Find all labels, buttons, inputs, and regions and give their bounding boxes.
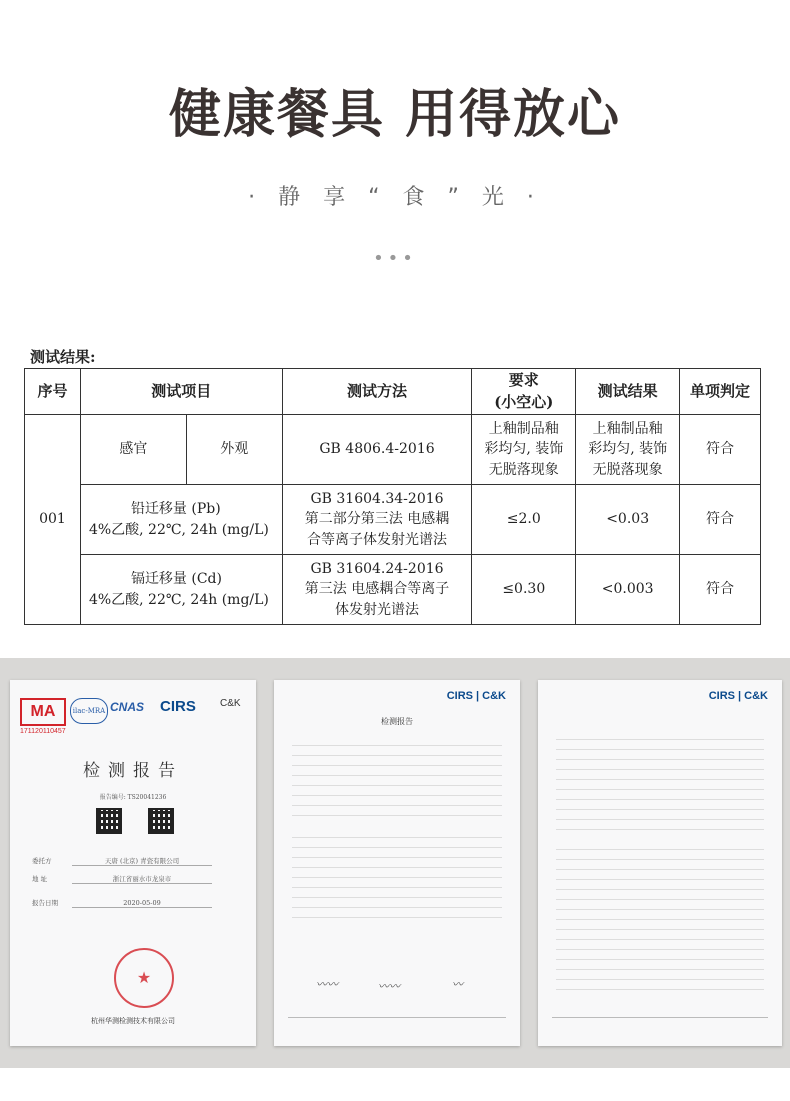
- ma-logo: MA: [20, 698, 66, 726]
- divider-dots: •••: [373, 248, 417, 269]
- cnas-logo: CNAS: [110, 700, 145, 714]
- report-detail-table: [292, 828, 502, 918]
- red-seal-icon: ★: [114, 948, 174, 1008]
- verdict-cell: 符合: [680, 555, 761, 625]
- client-value: 天唐 (北京) 青瓷有限公司: [72, 856, 212, 866]
- result-cell: <0.003: [576, 555, 680, 625]
- address-label: 地 址: [32, 875, 48, 883]
- method-line: GB 31604.34-2016: [310, 491, 444, 508]
- report-info-table: [292, 736, 502, 816]
- method-cell: [282, 485, 472, 555]
- method-line: 合等离子体发射光谱法: [307, 531, 447, 548]
- req-cell: ≤2.0: [472, 485, 576, 555]
- cover-logo-row: [20, 698, 246, 735]
- header-req-line2: (小空心): [494, 392, 554, 411]
- cirs-logo: CIRS: [160, 698, 196, 715]
- results-label: 测试结果:: [30, 348, 96, 366]
- item-line2: 4%乙酸, 22℃, 24h (mg/L): [88, 591, 269, 608]
- header-item: 测试项目: [80, 369, 282, 415]
- verdict-cell: 符合: [680, 485, 761, 555]
- result-line: 彩均匀, 装饰: [588, 441, 668, 458]
- header-seq: 序号: [25, 369, 81, 415]
- header-requirement: [472, 369, 576, 415]
- report-footer: [552, 1017, 768, 1032]
- cover-date-row: [32, 898, 232, 908]
- cover-address-row: [32, 874, 232, 884]
- report-results-document: [538, 680, 782, 1046]
- signature-image: 〰〰: [316, 978, 338, 991]
- req-line: 上釉制品釉: [488, 421, 559, 438]
- report-notes-block: [556, 840, 764, 990]
- result-line: 上釉制品釉: [592, 421, 663, 438]
- results-table: [24, 368, 761, 625]
- req-cell: ≤0.30: [472, 555, 576, 625]
- table-row: [25, 485, 761, 555]
- method-line: 第三法 电感耦合等离子: [304, 581, 450, 598]
- result-cell: <0.03: [576, 485, 680, 555]
- verdict-cell: 符合: [680, 415, 761, 485]
- method-line: 体发射光谱法: [335, 601, 419, 618]
- cirs-logo: CIRS | C&K: [446, 690, 506, 702]
- signature-image: 〰: [452, 978, 463, 991]
- item-a-cell: 感官: [80, 415, 186, 485]
- page-subline: · 静 享 “ 食 ” 光 ·: [248, 185, 542, 210]
- item-line1: 铅迁移量 (Pb): [130, 501, 221, 518]
- signature-image: 〰〰: [378, 980, 400, 993]
- report-footer: [288, 1017, 506, 1032]
- header-verdict: 单项判定: [680, 369, 761, 415]
- cover-title: 检测报告: [83, 761, 183, 781]
- header-req-line1: 要求: [508, 370, 539, 389]
- ck-logo: C&K: [220, 698, 241, 709]
- item-cell: [80, 485, 282, 555]
- req-line: 无脱落现象: [488, 461, 559, 478]
- method-cell: [282, 555, 472, 625]
- qr-code-icon: [96, 808, 122, 834]
- report-page-title: 检测报告: [381, 717, 413, 726]
- item-line2: 4%乙酸, 22℃, 24h (mg/L): [88, 521, 269, 538]
- address-value: 浙江省丽水市龙泉市: [72, 874, 212, 884]
- cover-report-no: 报告编号: TS20041236: [99, 794, 167, 801]
- qr-code-icon: [148, 808, 174, 834]
- method-cell: GB 4806.4-2016: [282, 415, 472, 485]
- method-line: GB 31604.24-2016: [310, 561, 444, 578]
- report-page-document: [274, 680, 520, 1046]
- report-cover-document: [10, 680, 256, 1046]
- date-value: 2020-05-09: [72, 899, 212, 908]
- cirs-logo: CIRS | C&K: [708, 690, 768, 702]
- cover-company: 杭州华测检测技术有限公司: [91, 1017, 175, 1025]
- ma-number: 171120110457: [20, 728, 66, 735]
- table-row: [25, 415, 761, 485]
- date-label: 报告日期: [32, 899, 58, 907]
- page-headline: 健康餐具 用得放心: [168, 85, 622, 145]
- item-line1: 镉迁移量 (Cd): [130, 571, 222, 588]
- header-method: 测试方法: [282, 369, 472, 415]
- header-result: 测试结果: [576, 369, 680, 415]
- req-cell: [472, 415, 576, 485]
- table-header-row: [25, 369, 761, 415]
- seq-cell: 001: [25, 415, 81, 625]
- result-line: 无脱落现象: [592, 461, 663, 478]
- cover-client-row: [32, 856, 232, 866]
- table-row: [25, 555, 761, 625]
- ilac-logo: ilac-MRA: [70, 698, 108, 724]
- item-cell: [80, 555, 282, 625]
- report-results-table: [556, 730, 764, 830]
- item-b-cell: 外观: [186, 415, 282, 485]
- req-line: 彩均匀, 装饰: [484, 441, 564, 458]
- result-cell: [576, 415, 680, 485]
- client-label: 委托方: [32, 857, 52, 865]
- method-line: 第二部分第三法 电感耦: [304, 511, 450, 528]
